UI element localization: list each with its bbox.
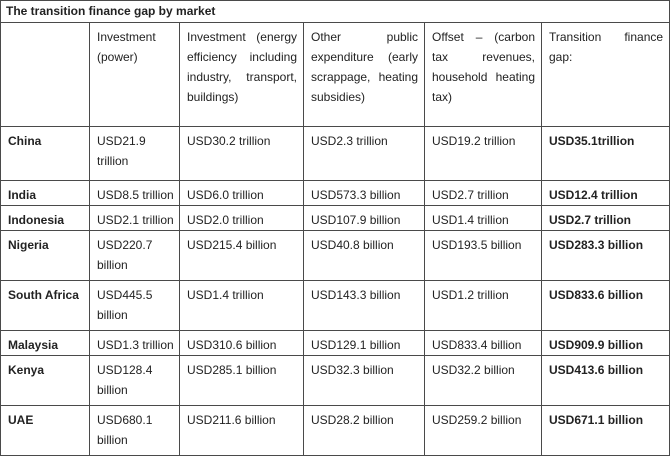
cell-efficiency: USD285.1 billion (180, 356, 304, 406)
row-market: South Africa (1, 281, 90, 331)
cell-efficiency: USD2.0 trillion (180, 206, 304, 231)
row-market: Kenya (1, 356, 90, 406)
cell-gap: USD833.6 billion (542, 281, 670, 331)
cell-efficiency: USD211.6 billion (180, 406, 304, 456)
table-row (1, 406, 670, 456)
cell-other: USD32.3 billion (304, 356, 425, 406)
cell-offset: USD19.2 trillion (425, 127, 542, 181)
header-transition-finance-gap: Transition finance gap: (542, 23, 670, 127)
cell-gap: USD2.7 trillion (542, 206, 670, 231)
row-market: China (1, 127, 90, 181)
cell-gap: USD671.1 billion (542, 406, 670, 456)
table-row (1, 181, 670, 206)
cell-efficiency: USD1.4 trillion (180, 281, 304, 331)
cell-offset: USD2.7 trillion (425, 181, 542, 206)
row-market: India (1, 181, 90, 206)
cell-other: USD129.1 billion (304, 331, 425, 356)
table-title: The transition finance gap by market (1, 1, 670, 23)
cell-power: USD128.4 billion (90, 356, 180, 406)
cell-other: USD2.3 trillion (304, 127, 425, 181)
row-market: Nigeria (1, 231, 90, 281)
cell-offset: USD833.4 billion (425, 331, 542, 356)
table-row (1, 231, 670, 281)
header-other-public-expenditure: Other public expenditure (early scrappage, heating subsidies) (304, 23, 425, 127)
cell-power: USD1.3 trillion (90, 331, 180, 356)
cell-power: USD21.9 trillion (90, 127, 180, 181)
cell-offset: USD1.4 trillion (425, 206, 542, 231)
cell-gap: USD909.9 billion (542, 331, 670, 356)
cell-power: USD2.1 trillion (90, 206, 180, 231)
table-row (1, 127, 670, 181)
row-market: Indonesia (1, 206, 90, 231)
cell-efficiency: USD6.0 trillion (180, 181, 304, 206)
cell-other: USD28.2 billion (304, 406, 425, 456)
cell-other: USD40.8 billion (304, 231, 425, 281)
cell-gap: USD35.1trillion (542, 127, 670, 181)
cell-offset: USD259.2 billion (425, 406, 542, 456)
cell-power: USD445.5 billion (90, 281, 180, 331)
row-market: Malaysia (1, 331, 90, 356)
cell-offset: USD193.5 billion (425, 231, 542, 281)
header-investment-power: Investment (power) (90, 23, 180, 127)
cell-gap: USD283.3 billion (542, 231, 670, 281)
cell-efficiency: USD215.4 billion (180, 231, 304, 281)
cell-power: USD680.1 billion (90, 406, 180, 456)
cell-efficiency: USD310.6 billion (180, 331, 304, 356)
row-market: UAE (1, 406, 90, 456)
cell-efficiency: USD30.2 trillion (180, 127, 304, 181)
cell-gap: USD12.4 trillion (542, 181, 670, 206)
cell-other: USD143.3 billion (304, 281, 425, 331)
cell-power: USD8.5 trillion (90, 181, 180, 206)
cell-offset: USD1.2 trillion (425, 281, 542, 331)
table-row (1, 206, 670, 231)
cell-gap: USD413.6 billion (542, 356, 670, 406)
header-investment-efficiency: Investment (energy efficiency including industry, transport, buildings) (180, 23, 304, 127)
cell-other: USD573.3 billion (304, 181, 425, 206)
cell-other: USD107.9 billion (304, 206, 425, 231)
header-offset: Offset – (carbon tax revenues, household heating tax) (425, 23, 542, 127)
cell-offset: USD32.2 billion (425, 356, 542, 406)
table-row (1, 331, 670, 356)
table-row (1, 356, 670, 406)
header-market (1, 23, 90, 127)
cell-power: USD220.7 billion (90, 231, 180, 281)
table-row (1, 281, 670, 331)
